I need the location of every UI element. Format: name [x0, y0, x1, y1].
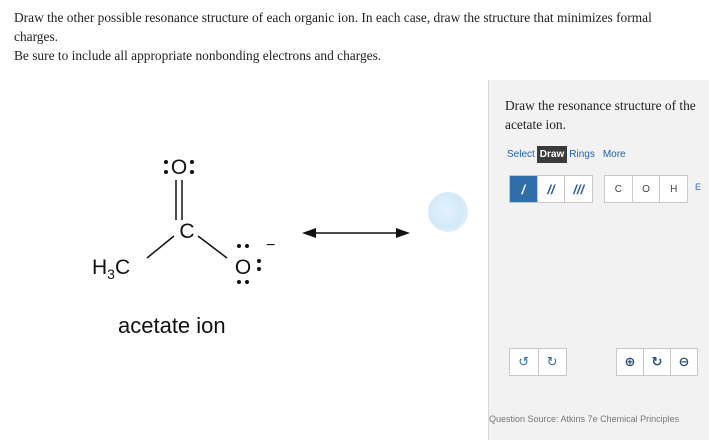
atom-h-button[interactable]: H [670, 183, 678, 195]
single-bond-line [147, 236, 174, 258]
tab-draw[interactable]: Draw [537, 146, 567, 163]
double-bond-button[interactable]: // [538, 176, 566, 202]
drawing-panel [488, 80, 709, 440]
toolbar-tabs [505, 144, 628, 164]
erase-icon[interactable]: ⊖ [678, 354, 690, 370]
lone-pair-dot [164, 170, 168, 174]
methyl-group: $H_3C$ [92, 256, 131, 282]
tab-select[interactable]: Select [507, 148, 535, 160]
lone-pair-dot [237, 280, 241, 284]
molecule-name: acetate ion [118, 313, 226, 338]
single-bond-button[interactable]: / [510, 176, 538, 202]
panel-prompt: Draw the resonance structure of the acetate ion. [505, 98, 696, 132]
atom-o-button[interactable]: O [633, 176, 661, 202]
carbonyl-oxygen: O [170, 156, 188, 179]
single-bond-line [198, 236, 227, 258]
drawing-placeholder-blob [428, 192, 468, 232]
instructions [14, 8, 694, 65]
question-source: Question Source: Atkins 7e Chemical Principles [489, 414, 680, 424]
negative-charge: − [266, 237, 276, 254]
acetate-structure [80, 140, 290, 300]
triple-bond-button[interactable]: /// [573, 181, 585, 197]
edge-mark: E [695, 182, 702, 192]
instructions-line-1: Draw the other possible resonance structure of each organic ion. In each case, draw the structure that minimizes formal charges. [14, 10, 652, 44]
atom-c-button[interactable]: C [605, 176, 633, 202]
lone-pair-dot [257, 267, 261, 271]
atom-tool-group [604, 175, 688, 203]
resonance-arrow-icon [300, 222, 412, 244]
single-bonded-oxygen: O [234, 256, 252, 279]
history-tool-group [509, 348, 567, 376]
lone-pair-dot [237, 244, 241, 248]
lone-pair-dot [190, 160, 194, 164]
lone-pair-dot [257, 259, 261, 263]
lone-pair-dot [245, 244, 249, 248]
tab-rings[interactable]: Rings [569, 148, 595, 160]
refresh-icon[interactable]: ↻ [644, 349, 671, 375]
lone-pair-dot [245, 280, 249, 284]
central-carbon: C [179, 220, 195, 243]
lone-pair-dot [190, 170, 194, 174]
tab-more[interactable]: More [602, 148, 626, 160]
redo-icon[interactable]: ↻ [546, 354, 558, 370]
bond-tool-group [509, 175, 593, 203]
undo-icon[interactable]: ↺ [510, 349, 539, 375]
view-tool-group [616, 348, 698, 376]
zoom-icon[interactable]: ⊕ [617, 349, 644, 375]
lone-pair-dot [164, 160, 168, 164]
instructions-line-2: Be sure to include all appropriate nonbonding electrons and charges. [14, 48, 382, 63]
